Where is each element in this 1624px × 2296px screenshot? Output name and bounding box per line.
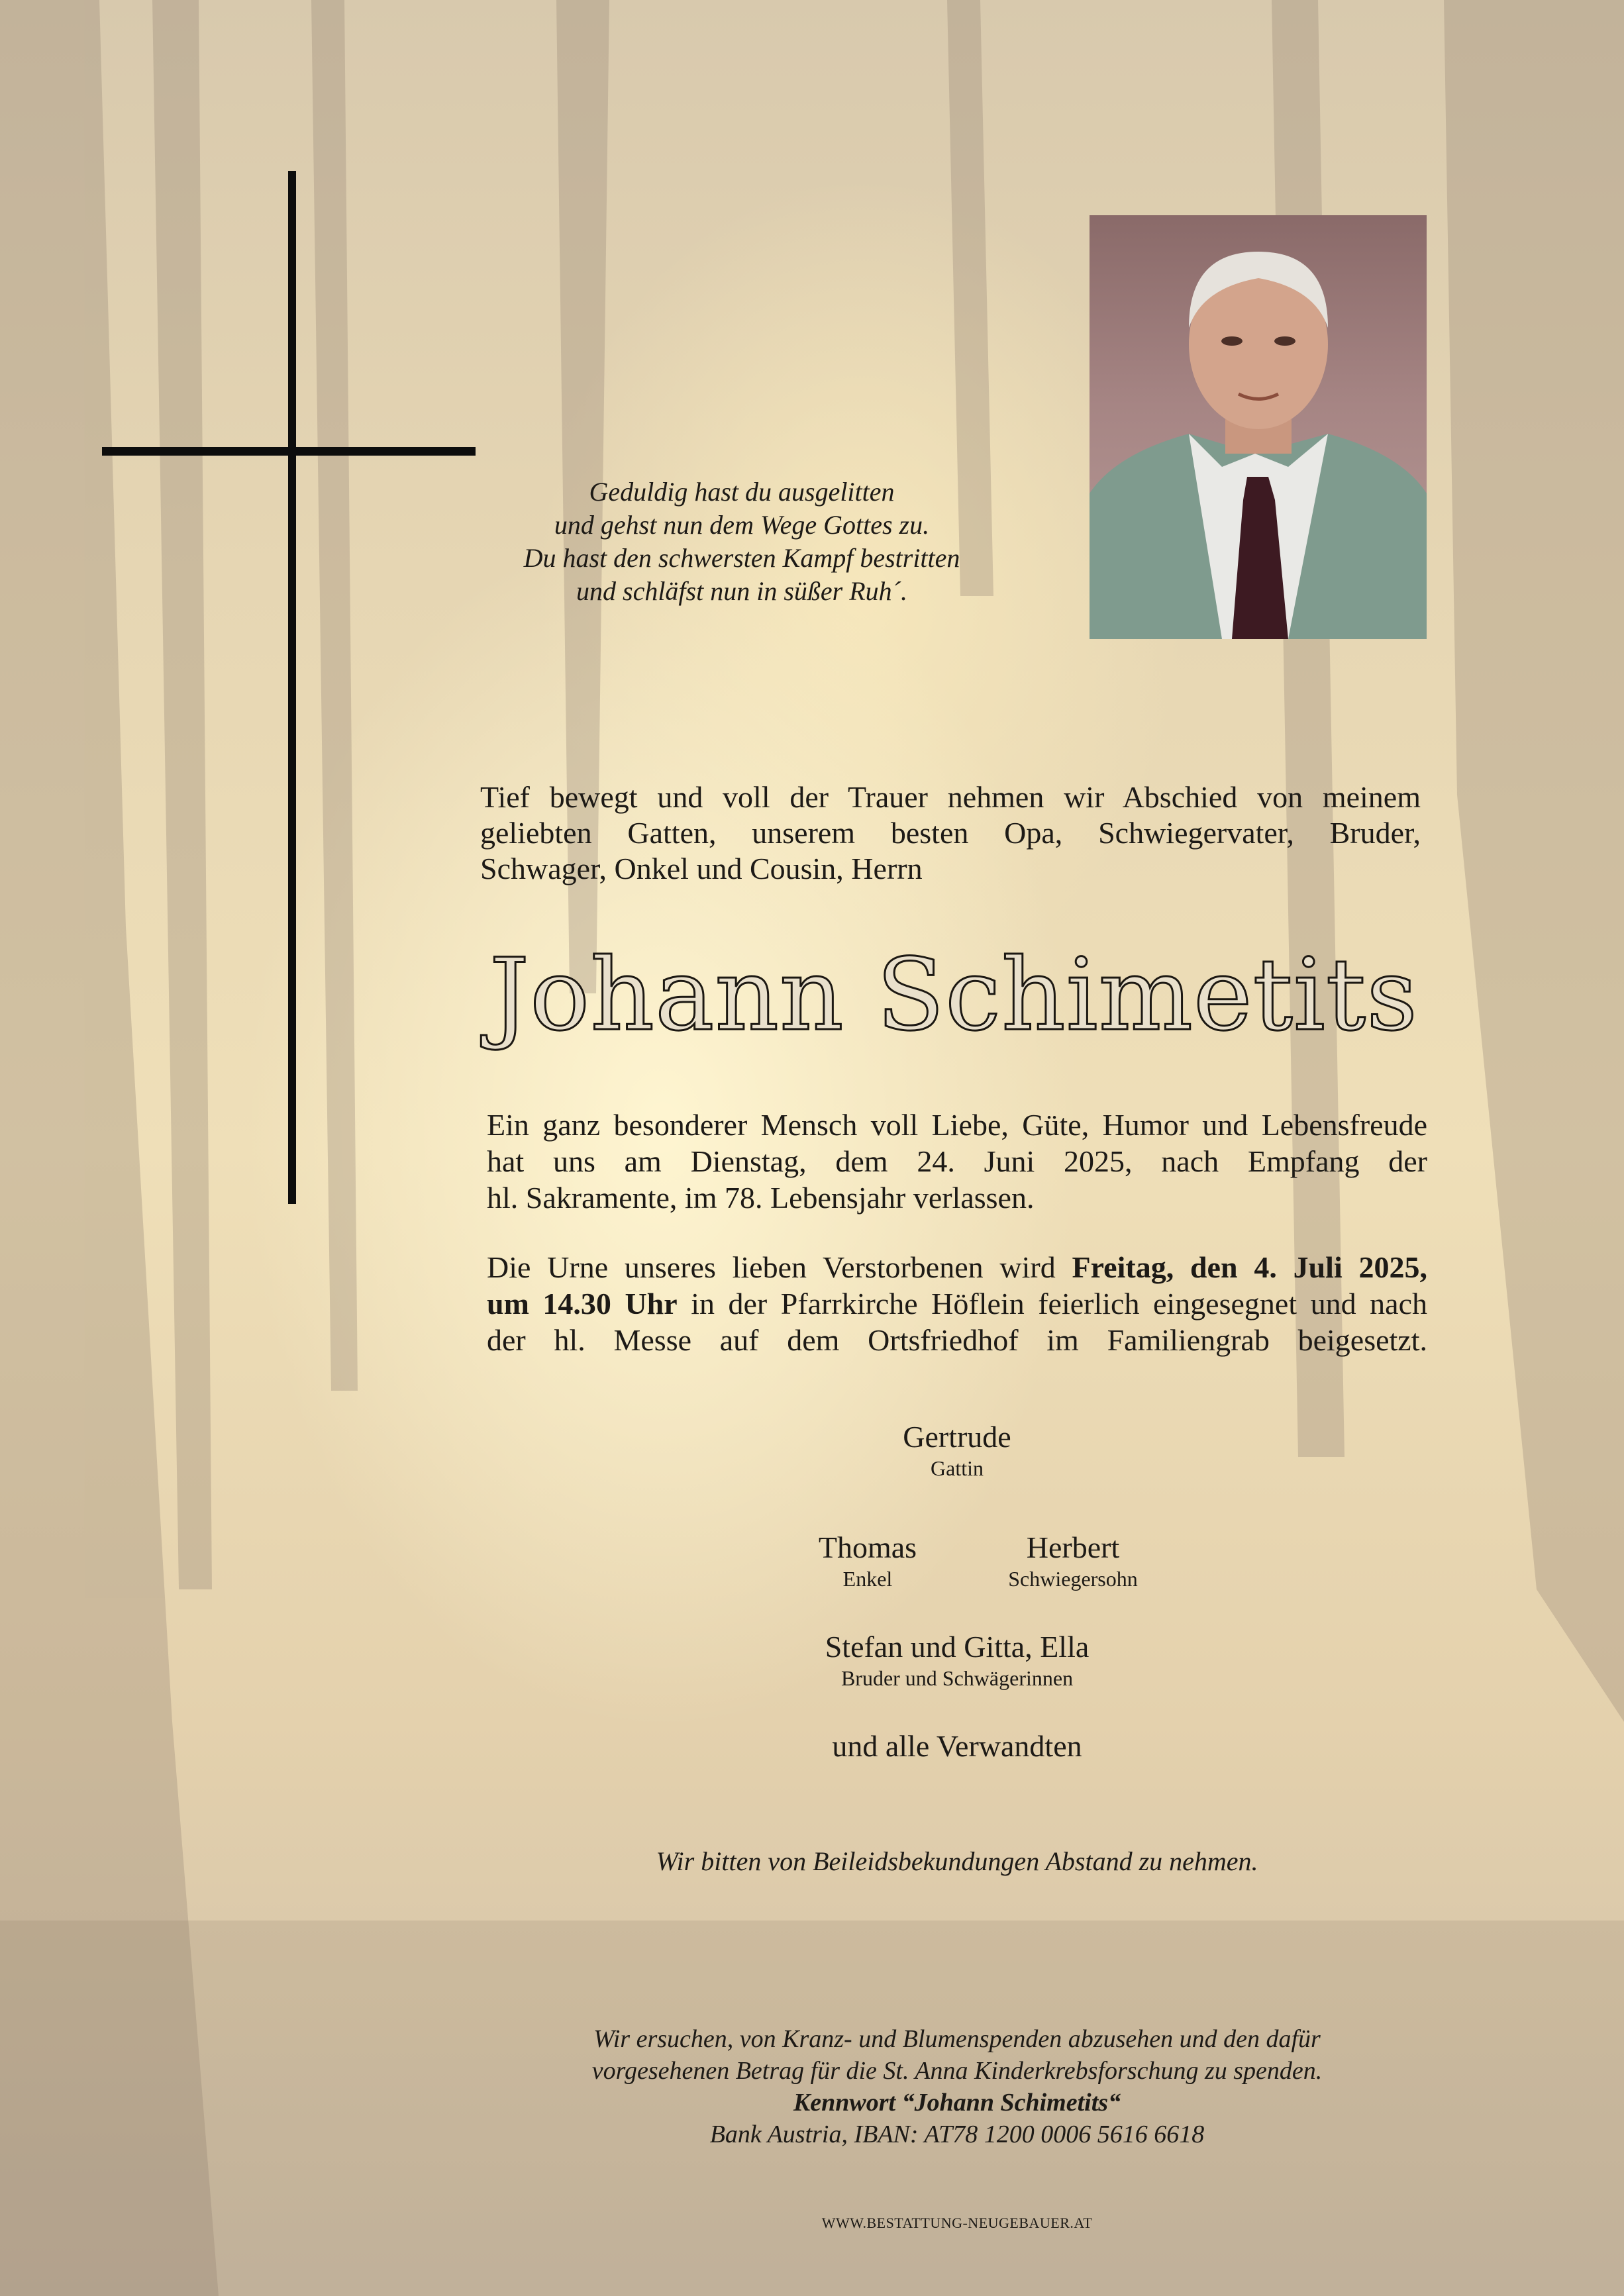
poem-line: und gehst nun dem Wege Gottes zu. bbox=[554, 510, 930, 540]
donation-bank: Bank Austria, IBAN: AT78 1200 0006 5616 6618 bbox=[709, 2121, 1205, 2148]
mourner-siblings bbox=[758, 1629, 1156, 1691]
announcement-line: hat uns am Dienstag, dem 24. Juni 2025, nach Empfang der bbox=[487, 1144, 1427, 1178]
funeral-time: um 14.30 Uhr bbox=[487, 1287, 678, 1321]
mourner-grandson bbox=[775, 1530, 960, 1592]
donation-line: vorgesehenen Betrag für die St. Anna Kinderkrebsforschung zu spenden. bbox=[591, 2057, 1323, 2085]
announcement-line: hl. Sakramente, im 78. Lebensjahr verlassen. bbox=[487, 1181, 1035, 1215]
relatives-text: und alle Verwandten bbox=[832, 1729, 1082, 1763]
mourner-role: Bruder und Schwägerinnen bbox=[840, 1666, 1074, 1690]
mourner-name: Thomas bbox=[818, 1530, 917, 1564]
funeral-details bbox=[487, 1249, 1427, 1358]
mourner-son-in-law bbox=[967, 1530, 1179, 1592]
donation-request bbox=[497, 2023, 1417, 2150]
portrait-photo bbox=[1090, 215, 1427, 639]
poem-line: und schläfst nun in süßer Ruh´. bbox=[576, 576, 907, 606]
poem-line: Geduldig hast du ausgelitten bbox=[589, 477, 895, 507]
donation-keyword: Kennwort “Johann Schimetits“ bbox=[793, 2089, 1121, 2117]
announcement-line: Ein ganz besonderer Mensch voll Liebe, Güte, Humor und Lebensfreude bbox=[487, 1108, 1427, 1142]
cross-vertical-bar bbox=[288, 171, 296, 1204]
memorial-poem bbox=[464, 475, 1020, 608]
funeral-home-website: WWW.BESTATTUNG-NEUGEBAUER.AT bbox=[821, 2215, 1093, 2231]
funeral-line-3: der hl. Messe auf dem Ortsfriedhof im Familiengrab beigesetzt. bbox=[487, 1323, 1427, 1357]
mourner-role: Gattin bbox=[931, 1456, 984, 1480]
announcement-text bbox=[487, 1107, 1427, 1216]
funeral-line-2 bbox=[487, 1285, 1427, 1322]
poem-line: Du hast den schwersten Kampf bestritten bbox=[523, 543, 960, 573]
deceased-name: Johann Schimetits bbox=[489, 938, 1419, 1053]
mourner-spouse bbox=[825, 1419, 1090, 1481]
condolence-note: Wir bitten von Beileidsbekundungen Abstand zu nehmen. bbox=[656, 1846, 1258, 1876]
funeral-date: Freitag, den 4. Juli 2025, bbox=[1072, 1250, 1427, 1284]
intro-line: geliebten Gatten, unserem besten Opa, Schwiegervater, Bruder, bbox=[480, 816, 1421, 850]
mourner-name: Stefan und Gitta, Ella bbox=[825, 1630, 1090, 1664]
intro-line: Tief bewegt und voll der Trauer nehmen wir Abschied von meinem bbox=[480, 780, 1421, 814]
funeral-text: in der Pfarrkirche Höflein feierlich eingesegnet und nach bbox=[677, 1287, 1427, 1321]
mourner-relatives bbox=[758, 1728, 1156, 1764]
funeral-text: Die Urne unseres lieben Verstorbenen wird bbox=[487, 1250, 1072, 1284]
intro-line: Schwager, Onkel und Cousin, Herrn bbox=[480, 852, 923, 885]
donation-line: Wir ersuchen, von Kranz- und Blumenspenden abzusehen und den dafür bbox=[593, 2025, 1321, 2053]
portrait-photo-drawing bbox=[1090, 215, 1427, 639]
mourner-role: Schwiegersohn bbox=[1008, 1567, 1138, 1591]
mourner-name: Gertrude bbox=[903, 1420, 1011, 1454]
intro-text bbox=[480, 779, 1421, 887]
cross-horizontal-bar bbox=[102, 447, 476, 456]
mourner-name: Herbert bbox=[1026, 1530, 1120, 1564]
mourner-role: Enkel bbox=[842, 1567, 893, 1591]
funeral-line-1 bbox=[487, 1249, 1427, 1285]
